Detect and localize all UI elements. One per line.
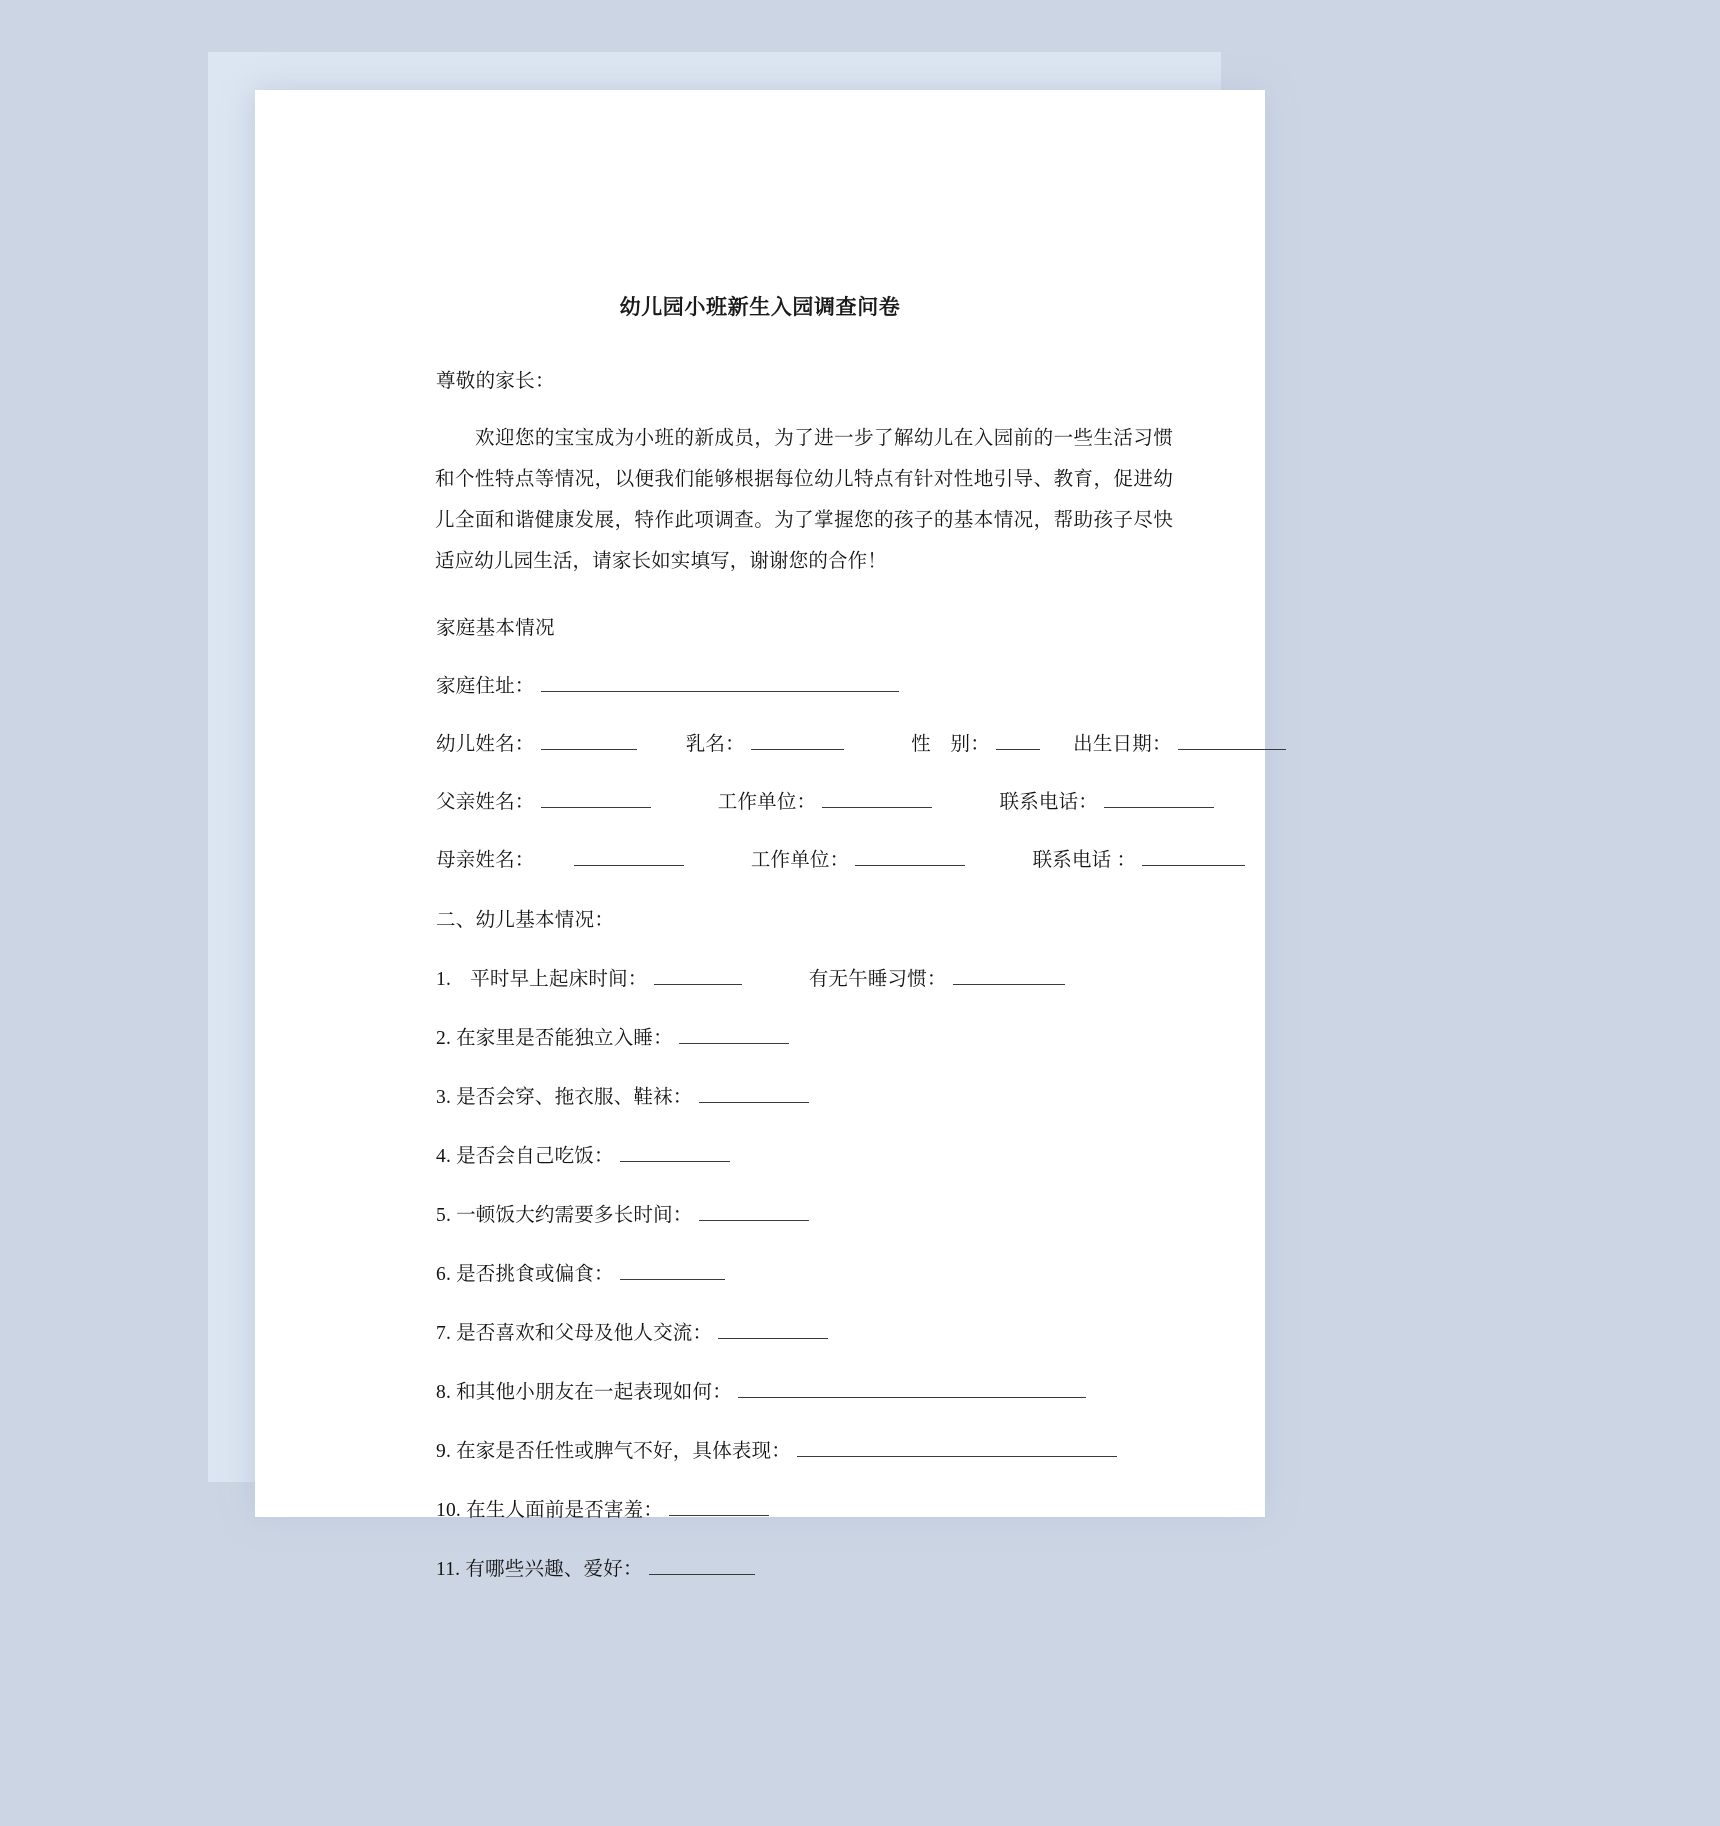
question-number-4: 4. <box>436 1146 452 1167</box>
home-address-input[interactable] <box>541 674 899 692</box>
mother-phone-label: 联系电话 ： <box>1032 850 1137 871</box>
birth-date-input[interactable] <box>1178 732 1286 750</box>
question-row-3 <box>255 1081 1265 1109</box>
page-title: 幼儿园小班新生入园调查问卷 <box>619 296 901 319</box>
father-work-label: 工作单位： <box>717 792 817 813</box>
gender-input[interactable] <box>996 732 1040 750</box>
question-label-7: 是否喜欢和父母及他人交流： <box>456 1323 713 1344</box>
question-input-10[interactable] <box>669 1498 769 1516</box>
home-address-label: 家庭住址： <box>436 676 535 697</box>
salutation-text: 尊敬的家长： <box>436 371 555 392</box>
question-input-1b[interactable] <box>953 967 1065 985</box>
question-row-10 <box>255 1494 1265 1522</box>
question-label-5: 一顿饭大约需要多长时间： <box>456 1205 693 1226</box>
question-input-9[interactable] <box>797 1439 1117 1457</box>
field-row-mother <box>255 844 1265 872</box>
question-number-9: 9. <box>436 1441 452 1462</box>
question-label-1: 平时早上起床时间： <box>470 969 648 990</box>
question-number-7: 7. <box>436 1323 452 1344</box>
father-name-label: 父亲姓名： <box>436 792 535 813</box>
question-input-7[interactable] <box>718 1321 828 1339</box>
child-name-label: 幼儿姓名： <box>436 734 535 755</box>
question-input-2[interactable] <box>679 1026 789 1044</box>
gender-label: 性 别： <box>911 734 990 755</box>
mother-phone-input[interactable] <box>1142 848 1245 866</box>
question-number-1: 1. <box>436 969 452 990</box>
question-label-6: 是否挑食或偏食： <box>456 1264 614 1285</box>
question-label-9: 在家是否任性或脾气不好，具体表现： <box>456 1441 792 1462</box>
question-input-3[interactable] <box>699 1085 809 1103</box>
question-row-6 <box>255 1258 1265 1286</box>
question-label-11: 有哪些兴趣、爱好： <box>465 1559 643 1580</box>
question-label-1b: 有无午睡习惯： <box>808 969 947 990</box>
mother-name-input[interactable] <box>574 848 684 866</box>
question-row-8 <box>255 1376 1265 1404</box>
question-input-11[interactable] <box>649 1557 755 1575</box>
question-input-1a[interactable] <box>654 967 742 985</box>
mother-work-input[interactable] <box>855 848 965 866</box>
section-heading-family: 家庭基本情况 <box>436 618 555 639</box>
field-row-child-info <box>255 728 1265 756</box>
intro-paragraph: 欢迎您的宝宝成为小班的新成员，为了进一步了解幼儿在入园前的一些生活习惯和个性特点等情况，以便我们能够根据每位幼儿特点有针对性地引导、教育，促进幼儿全面和谐健康发展，特作此项调查。为了掌握您的孩子的基本情况，帮助孩子尽快适应幼儿园生活，请家长如实填写，谢谢您的合作！ <box>435 428 1173 572</box>
question-number-3: 3. <box>436 1087 452 1108</box>
child-name-input[interactable] <box>541 732 637 750</box>
father-phone-label: 联系电话： <box>999 792 1099 813</box>
question-number-8: 8. <box>436 1382 452 1403</box>
question-number-10: 10. <box>436 1500 461 1521</box>
field-row-father <box>255 786 1265 814</box>
question-number-2: 2. <box>436 1028 452 1049</box>
question-number-5: 5. <box>436 1205 452 1226</box>
page-content <box>255 90 1265 1581</box>
question-label-8: 和其他小朋友在一起表现如何： <box>456 1382 732 1403</box>
question-input-8[interactable] <box>738 1380 1086 1398</box>
mother-work-label: 工作单位： <box>750 850 850 871</box>
nickname-label: 乳名： <box>685 734 745 755</box>
question-row-9 <box>255 1435 1265 1463</box>
question-number-11: 11. <box>436 1559 461 1580</box>
question-label-3: 是否会穿、拖衣服、鞋袜： <box>456 1087 693 1108</box>
mother-name-label: 母亲姓名： <box>436 850 535 871</box>
father-name-input[interactable] <box>541 790 651 808</box>
nickname-input[interactable] <box>751 732 844 750</box>
question-row-1 <box>255 963 1265 991</box>
question-label-2: 在家里是否能独立入睡： <box>456 1028 673 1049</box>
section-heading-child: 二、幼儿基本情况： <box>436 910 615 931</box>
question-number-6: 6. <box>436 1264 452 1285</box>
question-row-4 <box>255 1140 1265 1168</box>
birth-date-label: 出生日期： <box>1073 734 1172 755</box>
question-row-2 <box>255 1022 1265 1050</box>
question-row-7 <box>255 1317 1265 1345</box>
field-row-home-address <box>255 670 1265 698</box>
father-work-input[interactable] <box>822 790 932 808</box>
question-label-10: 在生人面前是否害羞： <box>466 1500 664 1521</box>
question-input-6[interactable] <box>620 1262 725 1280</box>
question-row-11 <box>255 1553 1265 1581</box>
question-input-4[interactable] <box>620 1144 730 1162</box>
question-input-5[interactable] <box>699 1203 809 1221</box>
question-row-5 <box>255 1199 1265 1227</box>
question-label-4: 是否会自己吃饭： <box>456 1146 614 1167</box>
father-phone-input[interactable] <box>1104 790 1214 808</box>
document-page <box>255 90 1265 1580</box>
